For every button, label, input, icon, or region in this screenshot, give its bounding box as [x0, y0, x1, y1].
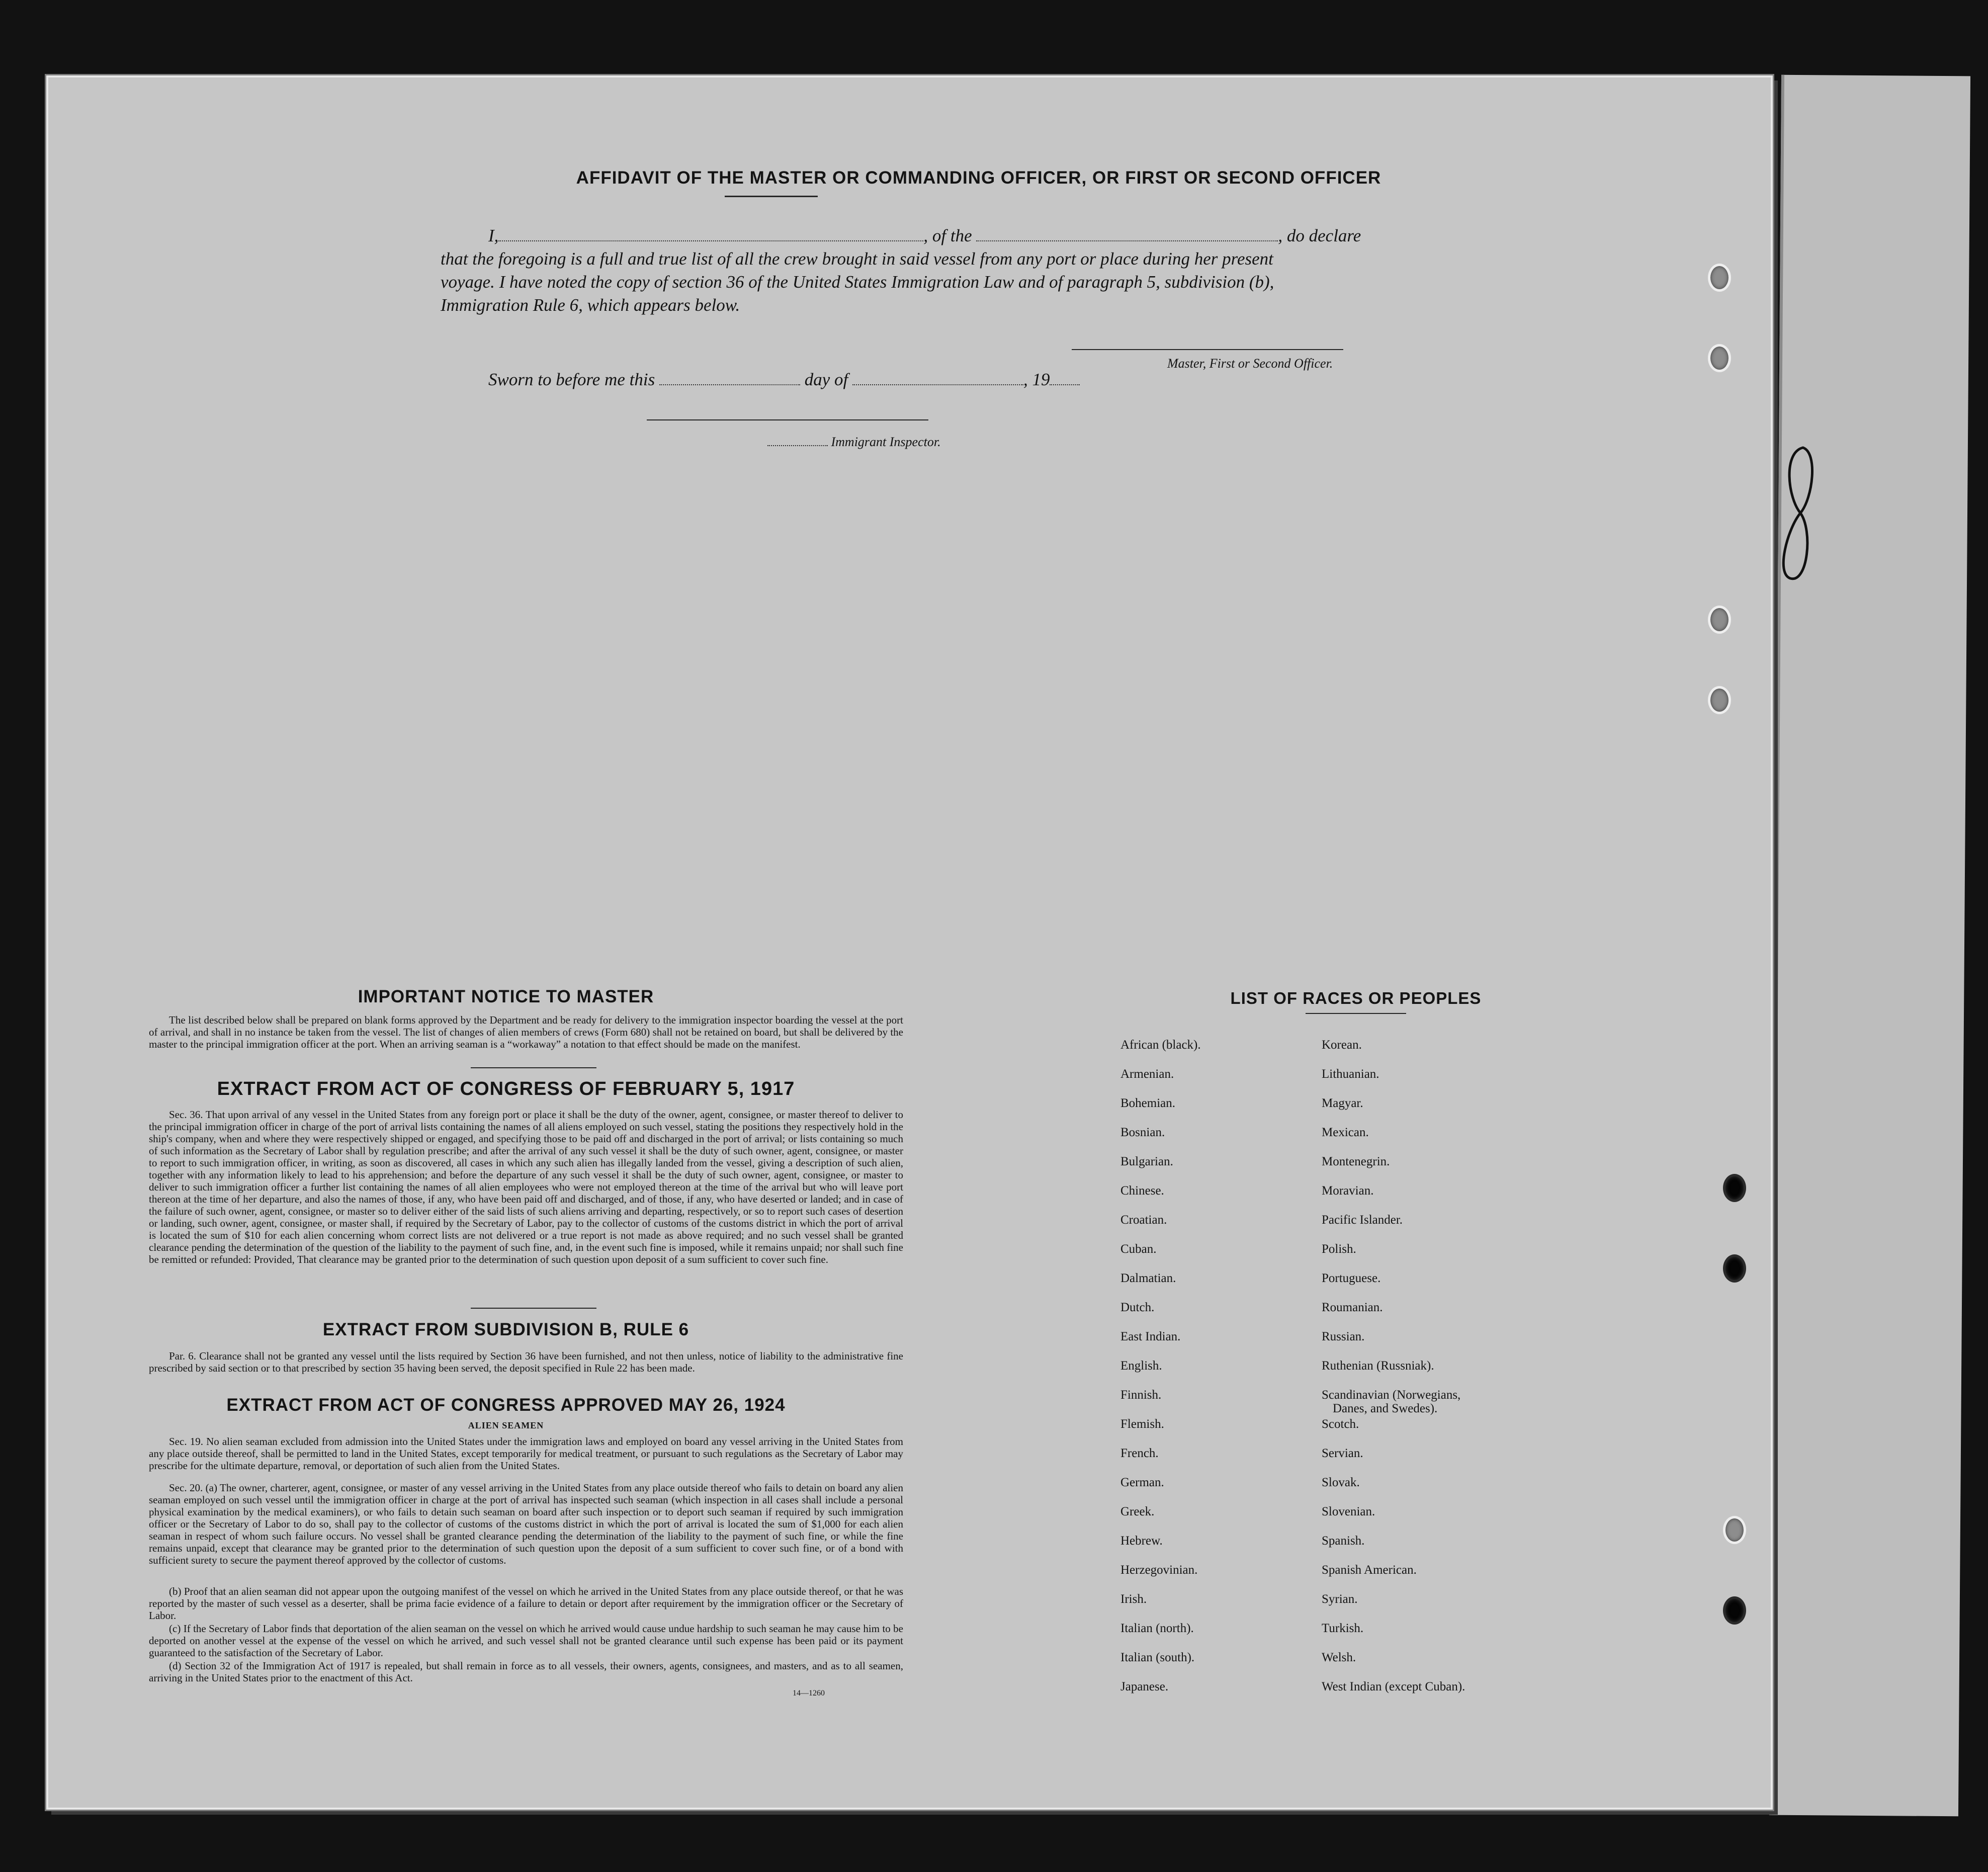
bleed-through: [1306, 153, 1748, 1461]
race-item: Welsh.: [1322, 1651, 1356, 1664]
manifest-back-page: [46, 75, 1773, 1810]
race-item: Roumanian.: [1322, 1301, 1383, 1314]
day-blank: [659, 384, 800, 385]
affidavit-of-the: , of the: [923, 226, 972, 245]
affidavit-heading: AFFIDAVIT OF THE MASTER OR COMMANDING OFFICER, OR FIRST OR SECOND OFFICER: [576, 168, 1381, 188]
race-item: German.: [1120, 1476, 1164, 1489]
vessel-blank: [976, 240, 1278, 241]
divider: [1306, 1013, 1406, 1014]
race-item: Turkish.: [1322, 1622, 1364, 1635]
race-item: Bulgarian.: [1120, 1155, 1173, 1168]
affidavit-line-3: voyage. I have noted the copy of section 36 of the United States Immigration Law and of paragraph 5, subdivision (b),: [441, 272, 1274, 292]
punch-hole: [1708, 686, 1731, 714]
inspector-signature-line: [647, 419, 928, 420]
race-item: Italian (south).: [1120, 1651, 1195, 1664]
race-item: Korean.: [1322, 1038, 1362, 1052]
punch-hole: [1708, 344, 1731, 372]
race-item: Hebrew.: [1120, 1534, 1163, 1548]
underlying-page: [1769, 75, 1970, 1817]
race-item: Bosnian.: [1120, 1126, 1165, 1139]
affidavit-line-2: that the foregoing is a full and true list of all the crew brought in said vessel from any port or place during her present: [441, 249, 1273, 269]
race-item: Moravian.: [1322, 1184, 1374, 1198]
month-blank: [852, 384, 1023, 385]
act-1917-heading: EXTRACT FROM ACT OF CONGRESS OF FEBRUARY 5, 1917: [217, 1078, 795, 1099]
sworn-line: [488, 368, 1142, 391]
race-item: West Indian (except Cuban).: [1322, 1680, 1465, 1693]
race-item: French.: [1120, 1446, 1159, 1460]
race-item: English.: [1120, 1359, 1162, 1373]
divider: [725, 196, 818, 197]
handwritten-page-number: [1778, 443, 1817, 593]
inspector-blank: [767, 445, 828, 446]
race-item: Dutch.: [1120, 1301, 1155, 1314]
race-item: East Indian.: [1120, 1330, 1181, 1343]
race-item: Dalmatian.: [1120, 1271, 1176, 1285]
race-item: Scandinavian (Norwegians,: [1322, 1388, 1461, 1402]
master-signature-caption: Master, First or Second Officer.: [1167, 356, 1333, 371]
notice-body: The list described below shall be prepared on blank forms approved by the Department and be ready for delivery to the immigration inspector boarding the vessel at the port of arrival, and shall in no instance be taken from the vessel. The list of changes of alien members of crews (Form 680) shall not be retained on board, but shall be delivered by the master to the principal immigration officer at the port. When an arriving seaman is a “workaway” a notation to that effect should be made on the manifest.: [149, 1014, 903, 1050]
race-item: Lithuanian.: [1322, 1067, 1379, 1081]
race-item: Polish.: [1322, 1242, 1356, 1256]
race-item: Croatian.: [1120, 1213, 1167, 1227]
race-item: Pacific Islander.: [1322, 1213, 1403, 1227]
sworn-label: Sworn to before me this: [488, 370, 655, 389]
divider: [471, 1067, 596, 1068]
race-item: Ruthenian (Russniak).: [1322, 1359, 1434, 1373]
act-1924-sec-20b: (b) Proof that an alien seaman did not appear upon the outgoing manifest of the vessel on which he arrived in the United States from any place outside thereof, or that he was reported by the master of such vessel as a deserter, shall be prima facie evidence of a failure to detain or deport after requirement by the immigration officer or the Secretary of Labor.: [149, 1585, 903, 1622]
race-item: Cuban.: [1120, 1242, 1157, 1256]
race-item: Italian (north).: [1120, 1622, 1194, 1635]
notice-heading: IMPORTANT NOTICE TO MASTER: [358, 987, 654, 1006]
race-item-continuation: Danes, and Swedes).: [1333, 1402, 1438, 1415]
affidavit-i: I,: [488, 226, 499, 245]
act-1924-sec-19: Sec. 19. No alien seaman excluded from admission into the United States under the immigration laws and employed on board any vessel arriving in the United States from any place outside thereof, shall be permitted to land in the United States, except temporarily for medical treatment, or pursuant to such regulations as the Secretary of Labor may prescribe for the ultimate departure, removal, or deportation of such alien from the United States.: [149, 1435, 903, 1472]
rule-6-body: Par. 6. Clearance shall not be granted any vessel until the lists required by Section 36 have been furnished, and not then unless, notice of liability to the administrative fine prescribed by said section or to that prescribed by section 35 having been served, the deposit specified in Rule 22 has been made.: [149, 1350, 903, 1374]
race-item: Greek.: [1120, 1505, 1155, 1518]
race-item: Chinese.: [1120, 1184, 1164, 1198]
races-heading: LIST OF RACES OR PEOPLES: [1230, 989, 1482, 1007]
race-item: Mexican.: [1322, 1126, 1369, 1139]
inspector-caption: [767, 431, 941, 453]
signature-line: [1072, 349, 1343, 350]
affidavit-declaration-line: [488, 224, 1429, 247]
punch-hole: [1723, 1516, 1746, 1544]
alien-seamen-subheading: ALIEN SEAMEN: [468, 1420, 544, 1430]
race-item: Magyar.: [1322, 1096, 1363, 1110]
race-item: Japanese.: [1120, 1680, 1169, 1693]
act-1924-heading: EXTRACT FROM ACT OF CONGRESS APPROVED MAY 26, 1924: [226, 1395, 786, 1415]
affidavit-line-4: Immigration Rule 6, which appears below.: [441, 295, 740, 315]
race-item: Servian.: [1322, 1446, 1363, 1460]
race-item: Russian.: [1322, 1330, 1365, 1343]
act-1917-body: Sec. 36. That upon arrival of any vessel in the United States from any foreign port or place it shall be the duty of the owner, agent, consignee, or master thereof to deliver to the principal immigration officer in charge of the port of arrival lists containing the names of all aliens employed on such vessel, stating the positions they respectively hold in the ship's company, when and where they were respectively shipped or engaged, and specifying those to be paid off and discharged in the port of arrival; or lists containing so much of such information as the Secretary of Labor shall by regulation prescribe; and after the arrival of any such vessel it shall be the duty of such owner, agent, consignee, or master to report to such immigration officer, in writing, as soon as discovered, all cases in which any such alien has illegally landed from the vessel, giving a description of such alien, together with any information likely to lead to his apprehension; and before the departure of any such vessel it shall be the duty of such owner, agent, consignee, or master to deliver to such immigration officer a further list containing the names of all alien employees who were not employed thereon at the time of the arrival but who will leave port thereon at the time of her departure, and also the names of those, if any, who have been paid off and discharged, and of those, if any, who have deserted or landed; and in case of the failure of such owner, agent, consignee, or master so to deliver either of the said lists of such aliens arriving and departing, respectively, or so to report such cases of desertion or landing, such owner, agent, consignee, or master shall, if required by the Secretary of Labor, pay to the collector of customs of the customs district in which the port of arrival is located the sum of $10 for each alien concerning whom correct lists are not delivered or a true report is not made as above required; and no such vessel shall be granted clearance pending the determination of the question of the liability to the payment of such fine, and, in the event such fine is imposed, while it remains unpaid; nor shall such fine be remitted or refunded: Provided, That clearance may be granted prior to the determination of such question upon deposit of a sum sufficient to cover such fine.: [149, 1109, 903, 1265]
race-item: Herzegovinian.: [1120, 1563, 1198, 1577]
inspector-label: Immigrant Inspector.: [831, 435, 941, 449]
rule-6-heading: EXTRACT FROM SUBDIVISION B, RULE 6: [322, 1320, 689, 1339]
race-item: Spanish.: [1322, 1534, 1365, 1548]
day-of-label: day of: [804, 370, 848, 389]
name-blank: [498, 240, 923, 241]
race-item: Slovenian.: [1322, 1505, 1375, 1518]
act-1924-sec-20d: (d) Section 32 of the Immigration Act of 1917 is repealed, but shall remain in force as to all vessels, their owners, agents, consignees, and masters, and as to all seamen, arriving in the United States prior to the enactment of this Act.: [149, 1660, 903, 1684]
form-number: 14—1260: [793, 1689, 825, 1697]
race-item: Bohemian.: [1120, 1096, 1176, 1110]
race-item: Portuguese.: [1322, 1271, 1381, 1285]
race-item: African (black).: [1120, 1038, 1201, 1052]
race-item: Montenegrin.: [1322, 1155, 1390, 1168]
punch-hole: [1708, 606, 1731, 634]
punch-hole: [1723, 1174, 1746, 1202]
race-item: Scotch.: [1322, 1417, 1359, 1431]
year-blank: [1050, 384, 1080, 385]
race-item: Armenian.: [1120, 1067, 1174, 1081]
year-label: , 19: [1023, 370, 1050, 389]
divider: [471, 1308, 596, 1309]
punch-hole: [1723, 1596, 1746, 1625]
race-item: Slovak.: [1322, 1476, 1360, 1489]
punch-hole: [1708, 264, 1731, 292]
act-1924-sec-20a: Sec. 20. (a) The owner, charterer, agent, consignee, or master of any vessel arriving in the United States from any place outside thereof who fails to detain on board any alien seaman employed on such vessel until the immigration officer in charge at the port of arrival has inspected such seaman (which inspection in all cases shall include a personal physical examination by the medical examiners), or who fails to detain such seaman on board after such inspection or to deport such seaman if required by such immigration officer or the Secretary of Labor to do so, shall pay to the collector of customs of the customs district in which the port of arrival is located the sum of $1,000 for each alien seaman in respect of whom such failure occurs. No vessel shall be granted clearance pending the determination of the liability to the payment of such fine, or while the fine remains unpaid, except that clearance may be granted prior to the determination of such question upon the deposit of a sum sufficient to cover such fine, or of a bond with sufficient surety to secure the payment thereof approved by the collector of customs.: [149, 1482, 903, 1566]
act-1924-sec-20c: (c) If the Secretary of Labor finds that deportation of the alien seaman on the vessel on which he arrived would cause undue hardship to such seaman he may cause him to be deported on another vessel at the expense of the vessel on which he arrived, and such vessel shall not be granted clearance until such expense has been paid or its payment guaranteed to the satisfaction of the Secretary of Labor.: [149, 1623, 903, 1659]
race-item: Flemish.: [1120, 1417, 1164, 1431]
race-item: Spanish American.: [1322, 1563, 1417, 1577]
race-item: Irish.: [1120, 1592, 1147, 1606]
race-item: Syrian.: [1322, 1592, 1358, 1606]
affidavit-do-declare: , do declare: [1278, 226, 1361, 245]
race-item: Finnish.: [1120, 1388, 1162, 1402]
punch-hole: [1723, 1254, 1746, 1283]
